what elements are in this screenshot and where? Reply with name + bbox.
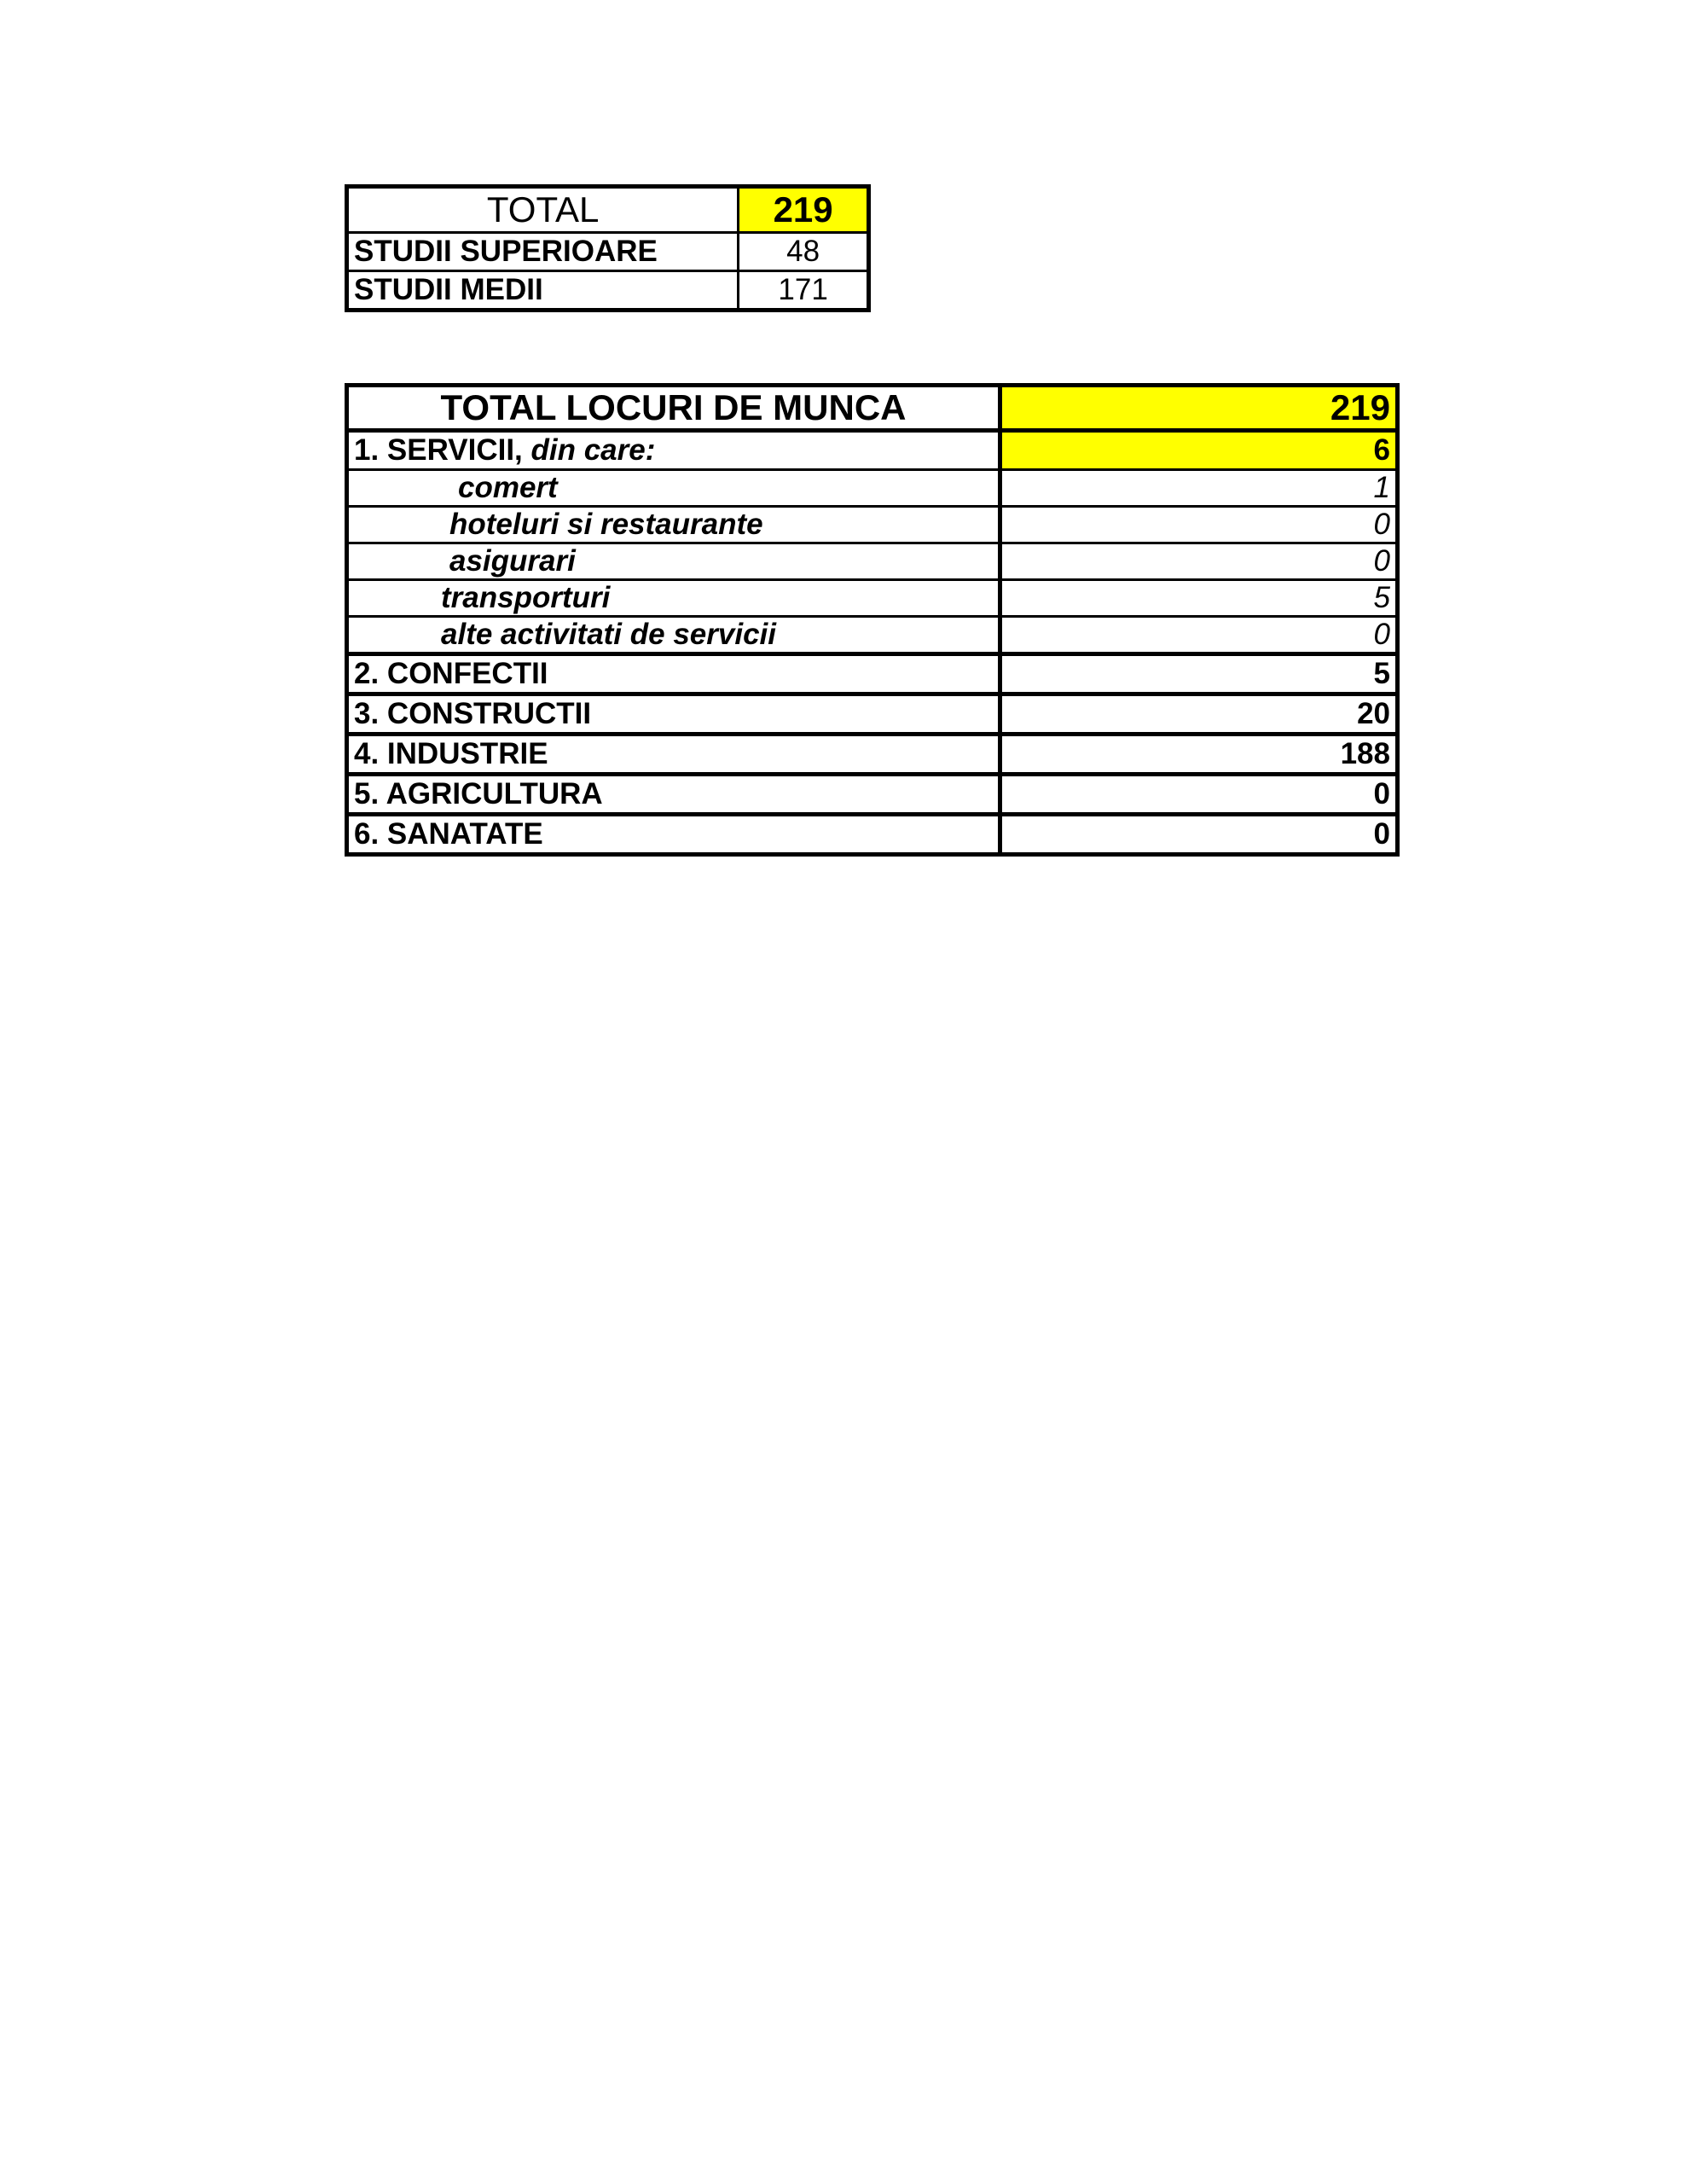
category-suffix: din care: bbox=[522, 433, 656, 467]
education-summary-table bbox=[345, 184, 871, 312]
jobs-category-label: 6. SANATATE bbox=[347, 815, 1000, 855]
jobs-category-row bbox=[347, 654, 1398, 694]
jobs-category-value: 5 bbox=[1000, 654, 1398, 694]
jobs-category-label: 3. CONSTRUCTII bbox=[347, 694, 1000, 735]
jobs-header-row bbox=[347, 386, 1398, 431]
jobs-category-label: 5. AGRICULTURA bbox=[347, 775, 1000, 815]
jobs-subcategory-row bbox=[347, 470, 1398, 507]
category-name: 1. SERVICII, bbox=[354, 433, 523, 467]
jobs-category-row bbox=[347, 694, 1398, 735]
jobs-subcategory-row bbox=[347, 617, 1398, 654]
jobs-subcategory-row bbox=[347, 543, 1398, 580]
jobs-subcategory-label: transporturi bbox=[347, 580, 1000, 617]
jobs-category-value: 0 bbox=[1000, 815, 1398, 855]
jobs-subcategory-value: 0 bbox=[1000, 617, 1398, 654]
jobs-subcategory-label: comert bbox=[347, 470, 1000, 507]
jobs-subcategory-row bbox=[347, 580, 1398, 617]
jobs-category-label: 4. INDUSTRIE bbox=[347, 735, 1000, 775]
jobs-subcategory-row bbox=[347, 507, 1398, 543]
jobs-category-value: 20 bbox=[1000, 694, 1398, 735]
summary-row-label: STUDII SUPERIOARE bbox=[347, 233, 739, 271]
jobs-category-row bbox=[347, 775, 1398, 815]
jobs-category-label: 2. CONFECTII bbox=[347, 654, 1000, 694]
summary-row-value: 48 bbox=[739, 233, 869, 271]
jobs-table bbox=[345, 383, 1400, 857]
jobs-category-row-servicii bbox=[347, 431, 1398, 470]
summary-total-row bbox=[347, 187, 869, 233]
jobs-subcategory-value: 5 bbox=[1000, 580, 1398, 617]
jobs-category-row bbox=[347, 735, 1398, 775]
jobs-category-value: 0 bbox=[1000, 775, 1398, 815]
summary-row bbox=[347, 233, 869, 271]
jobs-subcategory-label: asigurari bbox=[347, 543, 1000, 580]
jobs-header-value: 219 bbox=[1000, 386, 1398, 431]
summary-row bbox=[347, 271, 869, 311]
summary-row-label: STUDII MEDII bbox=[347, 271, 739, 311]
jobs-category-row bbox=[347, 815, 1398, 855]
jobs-header-label: TOTAL LOCURI DE MUNCA bbox=[347, 386, 1000, 431]
summary-total-label: TOTAL bbox=[347, 187, 739, 233]
jobs-category-value: 188 bbox=[1000, 735, 1398, 775]
jobs-subcategory-label: alte activitati de servicii bbox=[347, 617, 1000, 654]
summary-row-value: 171 bbox=[739, 271, 869, 311]
summary-total-value: 219 bbox=[739, 187, 869, 233]
jobs-subcategory-value: 0 bbox=[1000, 543, 1398, 580]
jobs-category-label bbox=[347, 431, 1000, 470]
jobs-category-value: 6 bbox=[1000, 431, 1398, 470]
jobs-subcategory-label: hoteluri si restaurante bbox=[347, 507, 1000, 543]
jobs-subcategory-value: 0 bbox=[1000, 507, 1398, 543]
jobs-subcategory-value: 1 bbox=[1000, 470, 1398, 507]
